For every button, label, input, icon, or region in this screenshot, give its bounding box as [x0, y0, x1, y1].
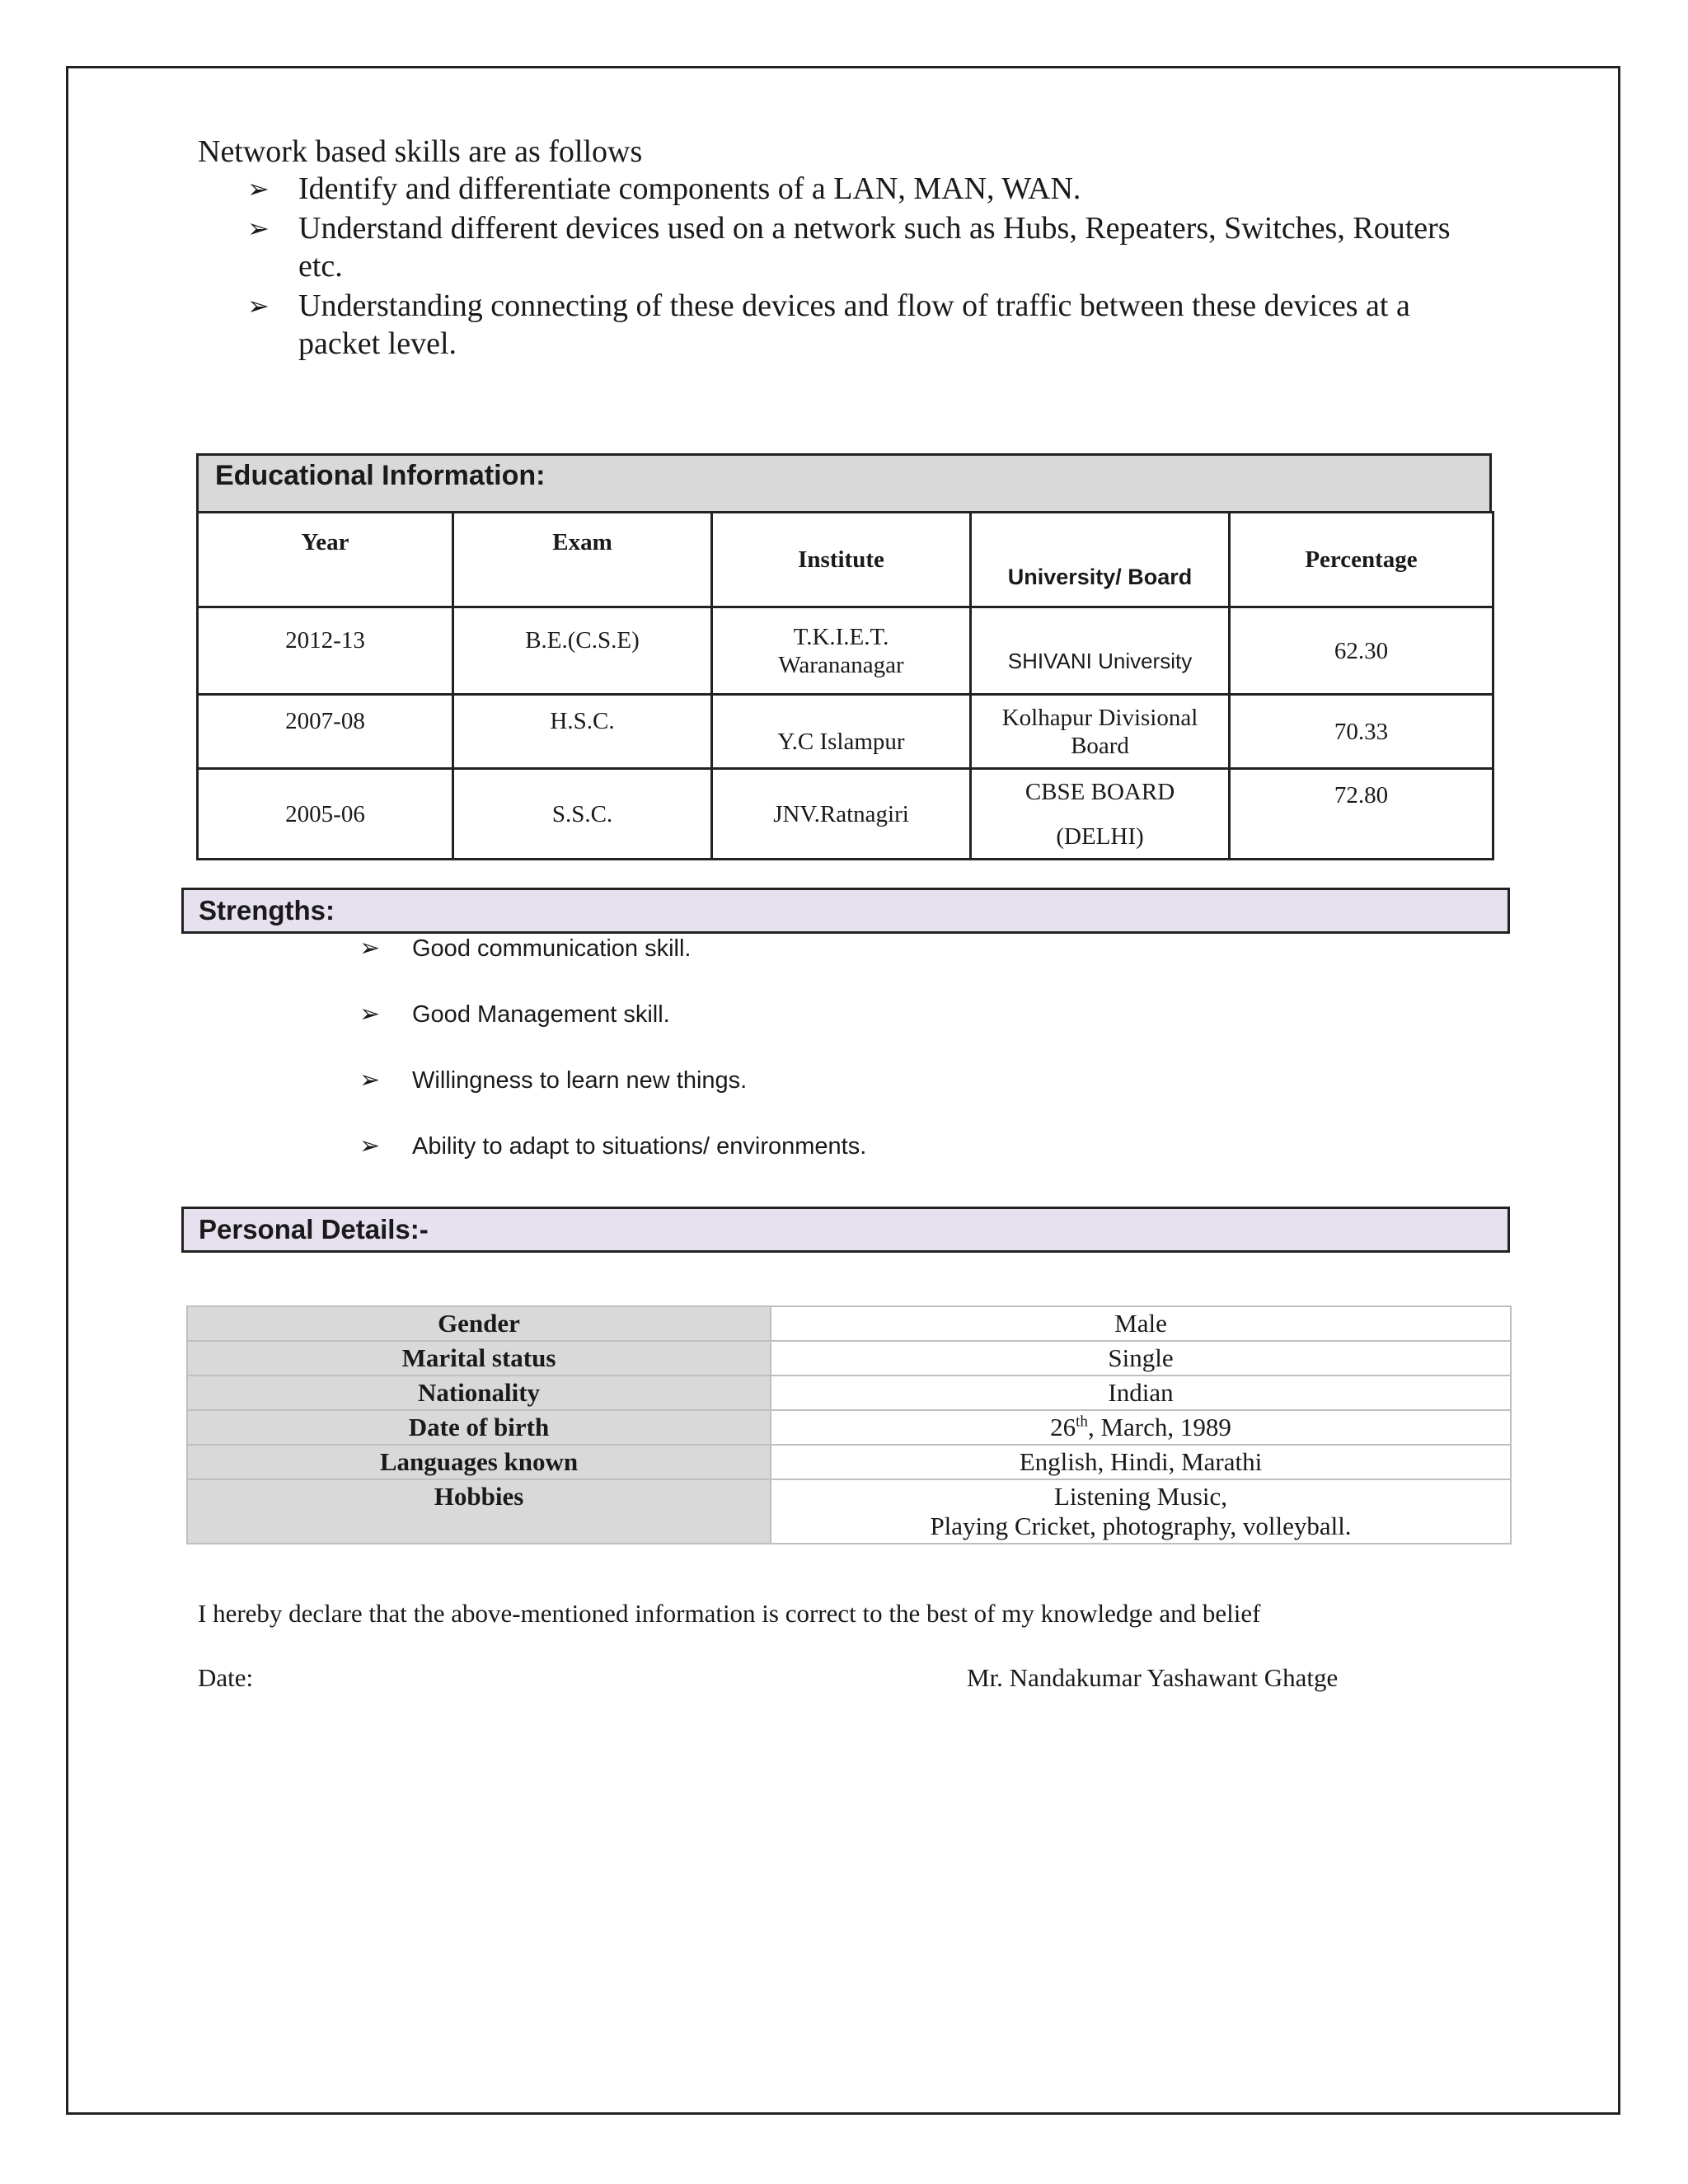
list-item: ➢ Good communication skill.	[359, 930, 1431, 968]
cell-exam: H.S.C.	[453, 695, 712, 769]
cell-board: SHIVANI University	[971, 607, 1230, 695]
education-title: Educational Information:	[196, 453, 1492, 511]
arrow-bullet-icon: ➢	[247, 290, 270, 321]
cell-board: Kolhapur Divisional Board	[971, 695, 1230, 769]
personal-details-title: Personal Details:-	[181, 1207, 1510, 1253]
declaration-text: I hereby declare that the above-mentioned information is correct to the best of my knowledge and belief	[198, 1599, 1261, 1628]
label-hobbies: Hobbies	[187, 1479, 771, 1544]
arrow-bullet-icon: ➢	[359, 1132, 381, 1160]
table-row	[198, 607, 1493, 695]
cell-institute: JNV.Ratnagiri	[712, 769, 971, 860]
table-row	[187, 1410, 1511, 1445]
table-row	[187, 1445, 1511, 1479]
cell-percentage: 72.80	[1230, 769, 1493, 860]
value-date-of-birth: 26th, March, 1989	[771, 1410, 1511, 1445]
label-marital-status: Marital status	[187, 1341, 771, 1376]
value-gender: Male	[771, 1306, 1511, 1341]
education-table	[196, 511, 1494, 860]
label-languages: Languages known	[187, 1445, 771, 1479]
value-hobbies: Listening Music, Playing Cricket, photography, volleyball.	[771, 1479, 1511, 1544]
personal-details-table	[186, 1305, 1512, 1544]
table-row	[198, 695, 1493, 769]
table-row	[187, 1341, 1511, 1376]
label-date-of-birth: Date of birth	[187, 1410, 771, 1445]
list-item: ➢ Ability to adapt to situations/ environments.	[359, 1127, 1431, 1165]
arrow-bullet-icon: ➢	[359, 934, 381, 963]
date-label: Date:	[198, 1663, 254, 1692]
table-row	[187, 1306, 1511, 1341]
table-header-row	[198, 513, 1493, 607]
arrow-bullet-icon: ➢	[359, 1066, 381, 1094]
cell-board: CBSE BOARD (DELHI)	[971, 769, 1230, 860]
table-row	[187, 1479, 1511, 1544]
list-item: ➢ Willingness to learn new things.	[359, 1062, 1431, 1099]
cell-exam: S.S.C.	[453, 769, 712, 860]
arrow-bullet-icon: ➢	[247, 173, 270, 204]
arrow-bullet-icon: ➢	[359, 1000, 381, 1029]
table-row	[198, 769, 1493, 860]
header-percentage: Percentage	[1230, 513, 1493, 607]
header-exam: Exam	[453, 513, 712, 607]
value-nationality: Indian	[771, 1376, 1511, 1410]
strengths-list	[359, 930, 1431, 1193]
list-item: ➢ Good Management skill.	[359, 996, 1431, 1033]
arrow-bullet-icon: ➢	[247, 213, 270, 244]
skills-heading: Network based skills are as follows	[198, 134, 643, 169]
education-section	[196, 453, 1492, 860]
list-item: ➢ Identify and differentiate components of a LAN, MAN, WAN.	[247, 171, 1081, 206]
header-year: Year	[198, 513, 453, 607]
cell-exam: B.E.(C.S.E)	[453, 607, 712, 695]
list-item: ➢ Understand different devices used on a network such as Hubs, Repeaters, Switches, Routers etc.	[247, 211, 1451, 284]
label-nationality: Nationality	[187, 1376, 771, 1410]
label-gender: Gender	[187, 1306, 771, 1341]
cell-year: 2007-08	[198, 695, 453, 769]
header-university-board: University/ Board	[971, 513, 1230, 607]
list-item: ➢ Understanding connecting of these devices and flow of traffic between these devices at a packet level.	[247, 288, 1410, 361]
cell-percentage: 70.33	[1230, 695, 1493, 769]
value-languages: English, Hindi, Marathi	[771, 1445, 1511, 1479]
cell-year: 2012-13	[198, 607, 453, 695]
table-row	[187, 1376, 1511, 1410]
cell-institute: Y.C Islampur	[712, 695, 971, 769]
signature-name: Mr. Nandakumar Yashawant Ghatge	[967, 1663, 1339, 1692]
cell-year: 2005-06	[198, 769, 453, 860]
header-institute: Institute	[712, 513, 971, 607]
cell-institute: T.K.I.E.T. Warananagar	[712, 607, 971, 695]
skills-list	[247, 170, 1484, 364]
value-marital-status: Single	[771, 1341, 1511, 1376]
strengths-title: Strengths:	[181, 888, 1510, 934]
cell-percentage: 62.30	[1230, 607, 1493, 695]
